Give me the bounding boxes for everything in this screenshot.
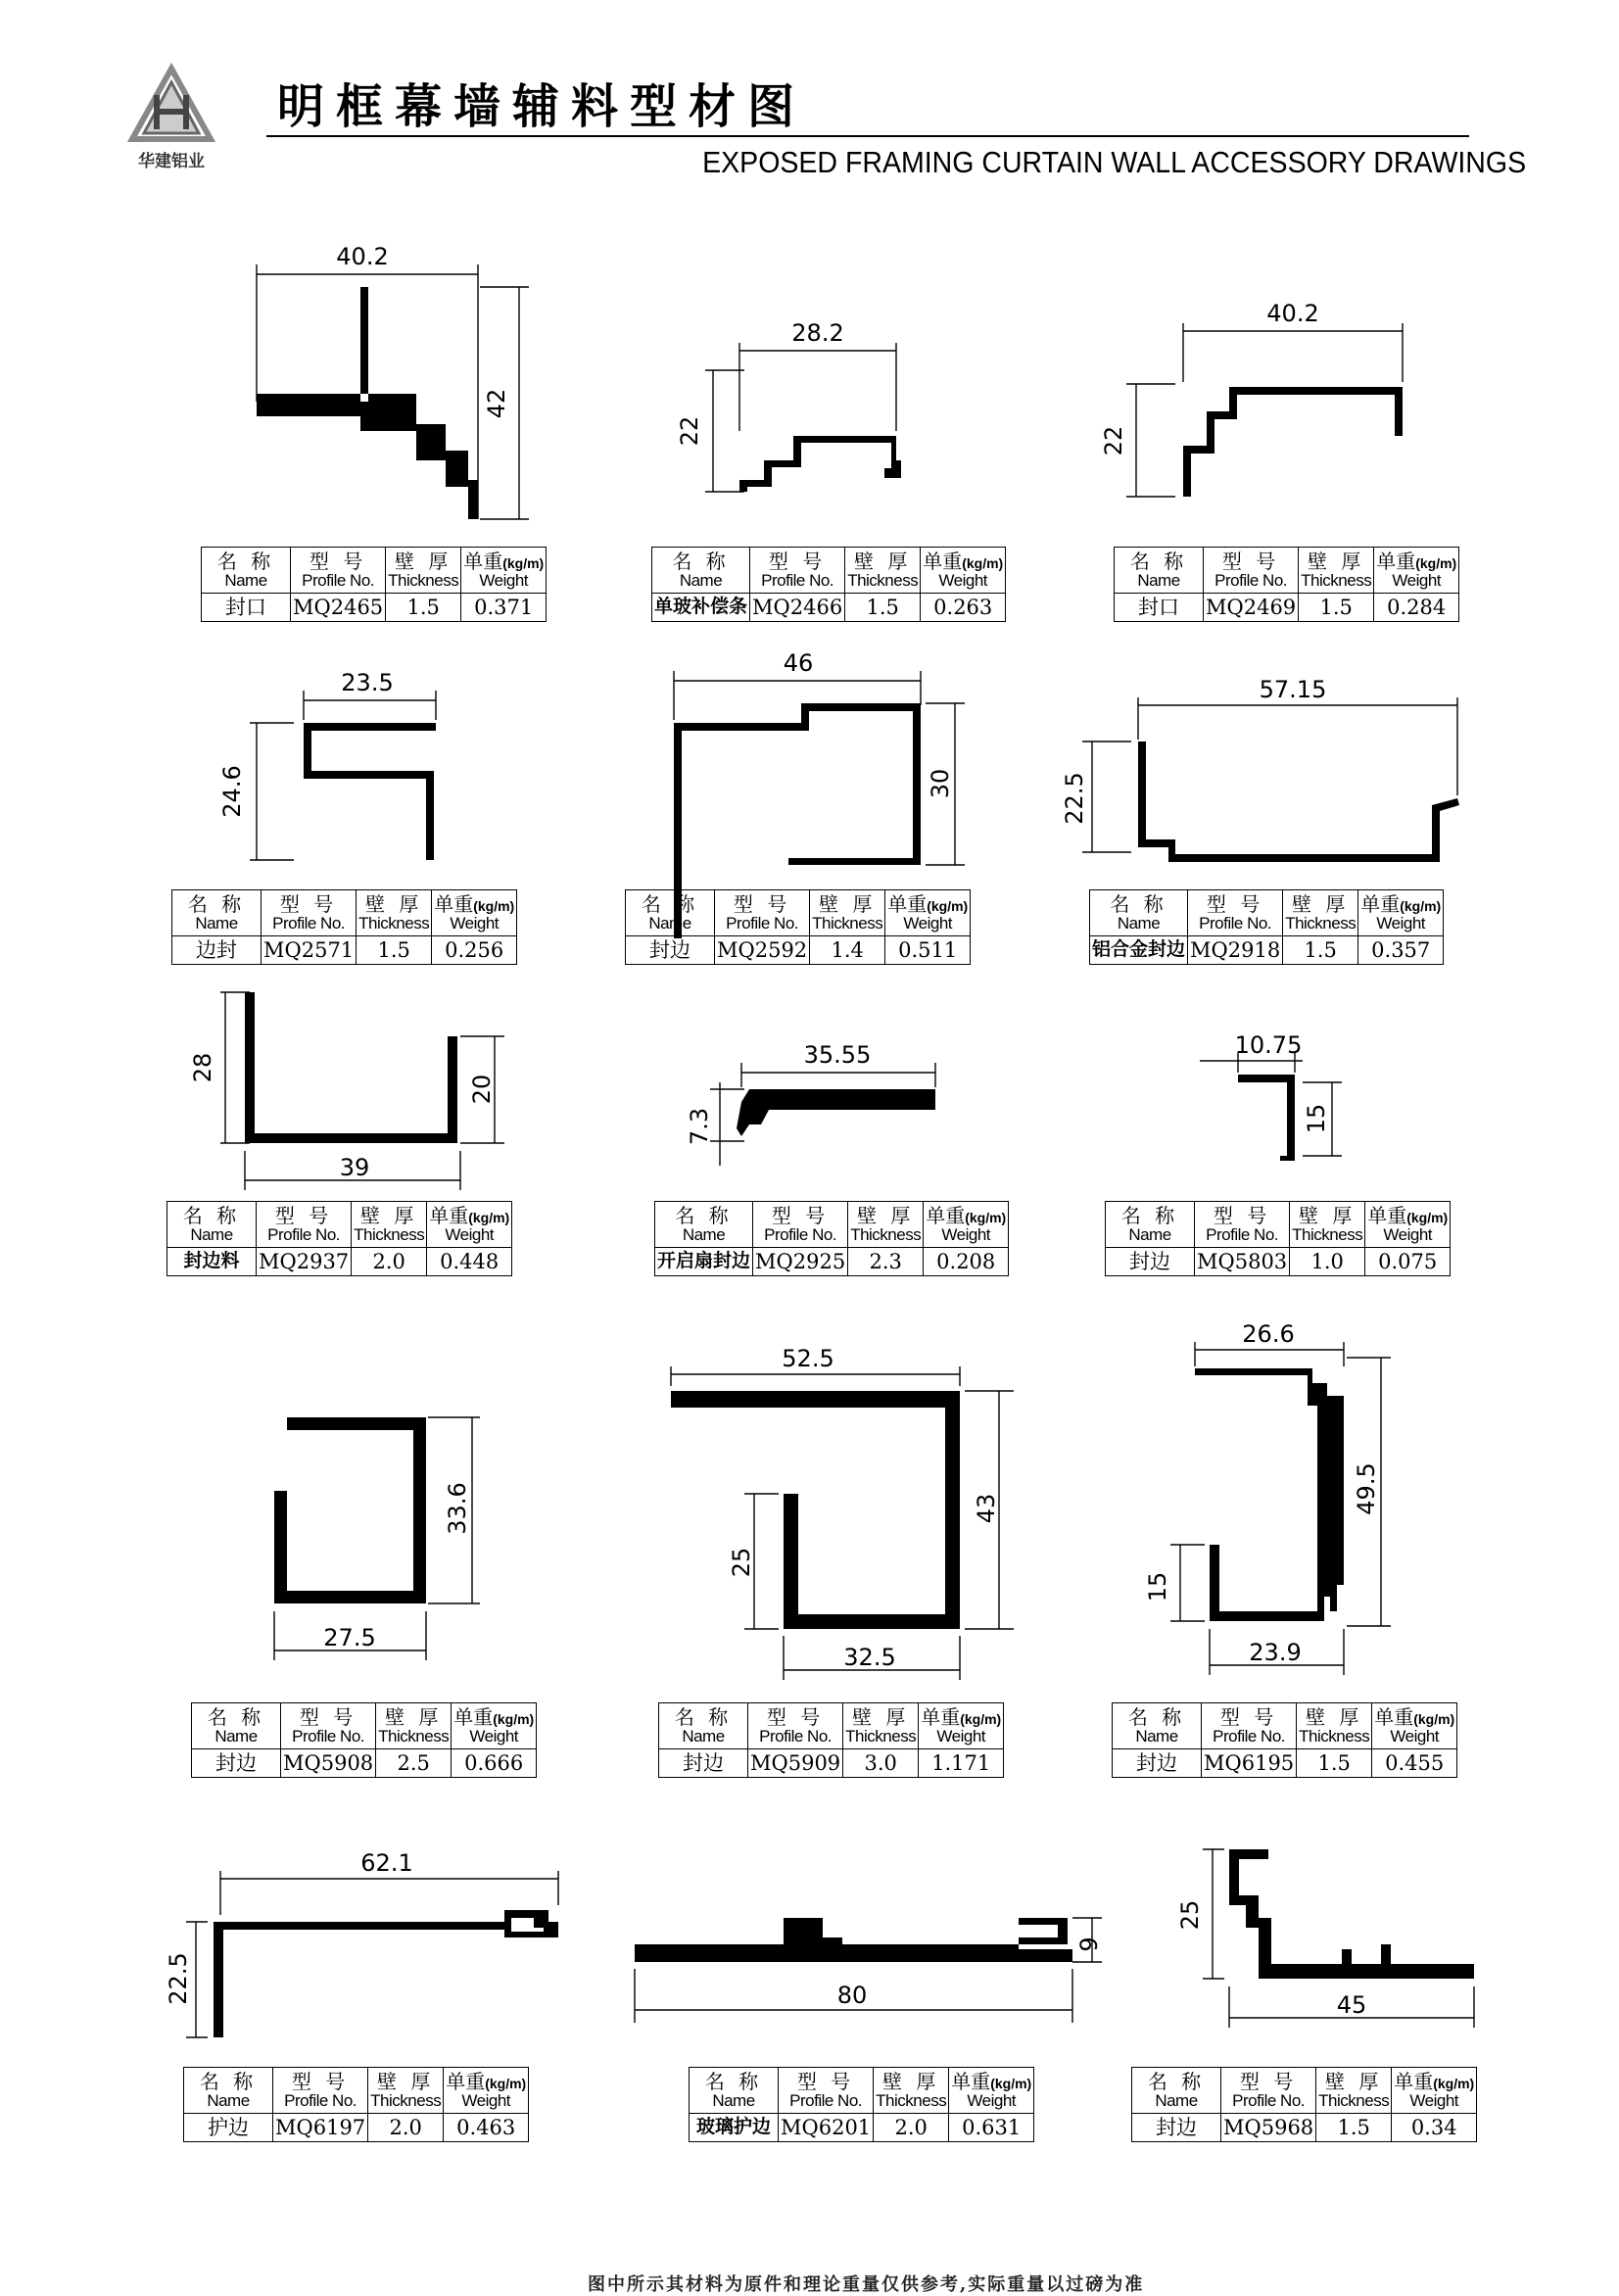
dimension-label: 45	[1336, 1991, 1367, 2019]
profile-shape	[739, 436, 901, 492]
profile-thickness: 1.5	[1316, 2114, 1392, 2142]
profile-shape	[1238, 1075, 1295, 1161]
profile-shape	[304, 723, 436, 860]
profile-thickness: 2.0	[352, 1248, 427, 1276]
dimension-label: 25	[1176, 1899, 1204, 1931]
dimension-label: 46	[783, 649, 814, 677]
profile-shape	[671, 1391, 960, 1629]
profile-thickness: 2.0	[368, 2114, 444, 2142]
profile-header: 型 号 Profile No.	[1202, 1703, 1297, 1749]
profile-weight: 0.511	[885, 936, 971, 965]
profile-drawing-mq2925	[686, 1041, 935, 1166]
profile-thickness: 1.5	[1283, 936, 1358, 965]
dimension-label: 23.9	[1249, 1639, 1302, 1666]
profile-thickness: 1.5	[1299, 594, 1374, 622]
profile-number: MQ2466	[750, 594, 845, 622]
company-name: 华建铝业	[138, 152, 205, 171]
spec-table-mq2466	[651, 547, 1006, 622]
profile-number: MQ6197	[273, 2114, 368, 2142]
thickness-header: 壁 厚 Thickness	[1297, 1703, 1372, 1749]
profile-header: 型 号 Profile No.	[257, 1202, 352, 1248]
profile-shape	[274, 1417, 426, 1603]
profile-thickness: 1.5	[357, 936, 432, 965]
profile-number: MQ2925	[753, 1248, 848, 1276]
profile-drawing-mq2937	[189, 992, 504, 1190]
dimension-label: 80	[836, 1982, 868, 2009]
name-header: 名 称 Name	[655, 1202, 753, 1248]
spec-table-mq5803	[1105, 1201, 1451, 1276]
dimension-label: 15	[1144, 1571, 1171, 1602]
dimension-label: 35.55	[803, 1041, 872, 1069]
profile-shape	[1183, 387, 1403, 497]
profile-header: 型 号 Profile No.	[1204, 548, 1299, 594]
profile-thickness: 2.0	[874, 2114, 949, 2142]
profile-weight: 0.463	[444, 2114, 529, 2142]
spec-table-mq5968	[1131, 2067, 1477, 2142]
profile-header: 型 号 Profile No.	[273, 2068, 368, 2114]
dimension-label: 40.2	[1266, 300, 1319, 327]
profile-drawing-mq5909	[671, 1345, 1014, 1680]
profile-header: 型 号 Profile No.	[750, 548, 845, 594]
name-header: 名 称 Name	[192, 1703, 281, 1749]
dimension-label: 57.15	[1259, 676, 1327, 703]
dimension-label: 52.5	[782, 1345, 834, 1372]
profile-header: 型 号 Profile No.	[262, 890, 357, 936]
profile-shape	[245, 992, 457, 1143]
dimension-label: 20	[468, 1074, 496, 1105]
name-header: 名 称 Name	[167, 1202, 257, 1248]
profile-number: MQ2918	[1188, 936, 1283, 965]
profile-drawing-mq5803	[1200, 1031, 1342, 1161]
profile-weight: 0.357	[1358, 936, 1444, 965]
profile-number: MQ6195	[1202, 1749, 1297, 1778]
weight-header: 单重(kg/m) Weight	[1372, 1703, 1457, 1749]
profile-shape	[214, 1910, 558, 2037]
thickness-header: 壁 厚 Thickness	[1283, 890, 1358, 936]
profile-thickness: 1.4	[810, 936, 885, 965]
profile-weight: 0.371	[461, 594, 547, 622]
spec-table-mq6201	[689, 2067, 1034, 2142]
dimension-label: 10.75	[1234, 1031, 1303, 1059]
weight-header: 单重(kg/m) Weight	[1358, 890, 1444, 936]
profile-shape	[737, 1089, 935, 1136]
dimension-label: 40.2	[336, 243, 389, 270]
name-header: 名 称 Name	[690, 2068, 779, 2114]
profile-drawing-mq2466	[676, 319, 901, 492]
dimension-label: 22	[676, 415, 703, 447]
profile-weight: 0.256	[432, 936, 517, 965]
dimension-label: 9	[1075, 1937, 1103, 1952]
dimension-label: 22.5	[165, 1952, 192, 2005]
weight-header: 单重(kg/m) Weight	[444, 2068, 529, 2114]
profile-name: 封边	[1113, 1749, 1202, 1778]
name-header: 名 称 Name	[184, 2068, 273, 2114]
name-header: 名 称 Name	[1113, 1703, 1202, 1749]
spec-table-mq2925	[654, 1201, 1009, 1276]
dimension-label: 22	[1100, 425, 1127, 456]
thickness-header: 壁 厚 Thickness	[1299, 548, 1374, 594]
thickness-header: 壁 厚 Thickness	[848, 1202, 924, 1248]
profile-thickness: 2.3	[848, 1248, 924, 1276]
name-header: 名 称 Name	[626, 890, 715, 936]
weight-header: 单重(kg/m) Weight	[432, 890, 517, 936]
dimension-label: 30	[927, 768, 954, 799]
profile-header: 型 号 Profile No.	[1195, 1202, 1290, 1248]
profile-drawing-mq5908	[274, 1417, 480, 1660]
spec-table-mq2592	[625, 889, 971, 965]
profile-name: 护边	[184, 2114, 273, 2142]
profile-header: 型 号 Profile No.	[281, 1703, 376, 1749]
dimension-label: 33.6	[444, 1482, 471, 1535]
profile-name: 铝合金封边	[1090, 936, 1188, 965]
spec-table-mq2571	[171, 889, 517, 965]
profile-weight: 0.666	[452, 1749, 537, 1778]
profile-number: MQ2592	[715, 936, 810, 965]
page-title-english: EXPOSED FRAMING CURTAIN WALL ACCESSORY DRAWINGS	[702, 145, 1526, 179]
weight-header: 单重(kg/m) Weight	[461, 548, 547, 594]
profile-shape	[257, 287, 478, 519]
profile-weight: 0.075	[1365, 1248, 1451, 1276]
profile-header: 型 号 Profile No.	[1221, 2068, 1316, 2114]
spec-table-mq6195	[1112, 1702, 1457, 1778]
dimension-label: 22.5	[1061, 772, 1088, 825]
profile-shape	[1229, 1849, 1474, 1979]
spec-table-mq2465	[201, 547, 547, 622]
profile-name: 开启扇封边	[655, 1248, 753, 1276]
profile-thickness: 1.0	[1290, 1248, 1365, 1276]
footer-note: 图中所示其材料为原件和理论重量仅供参考,实际重量以过磅为准	[588, 2274, 1145, 2295]
profile-thickness: 3.0	[843, 1749, 919, 1778]
profile-name: 玻璃护边	[690, 2114, 779, 2142]
dimension-label: 62.1	[360, 1849, 413, 1877]
weight-header: 单重(kg/m) Weight	[1365, 1202, 1451, 1248]
thickness-header: 壁 厚 Thickness	[352, 1202, 427, 1248]
weight-header: 单重(kg/m) Weight	[885, 890, 971, 936]
thickness-header: 壁 厚 Thickness	[368, 2068, 444, 2114]
thickness-header: 壁 厚 Thickness	[376, 1703, 452, 1749]
profile-drawing-mq2571	[218, 669, 436, 860]
thickness-header: 壁 厚 Thickness	[874, 2068, 949, 2114]
name-header: 名 称 Name	[1090, 890, 1188, 936]
name-header: 名 称 Name	[1106, 1202, 1195, 1248]
profile-name: 封边	[1106, 1248, 1195, 1276]
profile-name: 边封	[172, 936, 262, 965]
dimension-label: 23.5	[341, 669, 394, 696]
name-header: 名 称 Name	[652, 548, 750, 594]
thickness-header: 壁 厚 Thickness	[845, 548, 921, 594]
thickness-header: 壁 厚 Thickness	[357, 890, 432, 936]
dimension-label: 32.5	[843, 1644, 896, 1671]
spec-table-mq5908	[191, 1702, 537, 1778]
profile-weight: 0.263	[921, 594, 1006, 622]
profile-drawing-mq5968	[1176, 1849, 1474, 2028]
profile-thickness: 1.5	[1297, 1749, 1372, 1778]
profile-number: MQ6201	[779, 2114, 874, 2142]
dimension-label: 43	[973, 1493, 1000, 1524]
dimension-label: 49.5	[1353, 1462, 1380, 1515]
profile-number: MQ2571	[262, 936, 357, 965]
name-header: 名 称 Name	[659, 1703, 748, 1749]
profile-thickness: 1.5	[845, 594, 921, 622]
profile-name: 封边	[1132, 2114, 1221, 2142]
thickness-header: 壁 厚 Thickness	[1290, 1202, 1365, 1248]
spec-table-mq2937	[167, 1201, 512, 1276]
name-header: 名 称 Name	[202, 548, 291, 594]
thickness-header: 壁 厚 Thickness	[810, 890, 885, 936]
profile-number: MQ5908	[281, 1749, 376, 1778]
name-header: 名 称 Name	[172, 890, 262, 936]
spec-table-mq2918	[1089, 889, 1444, 965]
profile-header: 型 号 Profile No.	[748, 1703, 843, 1749]
profile-header: 型 号 Profile No.	[291, 548, 386, 594]
profile-drawing-mq6201	[635, 1918, 1103, 2023]
profile-number: MQ5909	[748, 1749, 843, 1778]
spec-table-mq2469	[1114, 547, 1459, 622]
profile-weight: 0.34	[1392, 2114, 1477, 2142]
dimension-label: 39	[339, 1154, 370, 1181]
thickness-header: 壁 厚 Thickness	[386, 548, 461, 594]
thickness-header: 壁 厚 Thickness	[843, 1703, 919, 1749]
thickness-header: 壁 厚 Thickness	[1316, 2068, 1392, 2114]
profile-name: 封边料	[167, 1248, 257, 1276]
weight-header: 单重(kg/m) Weight	[427, 1202, 512, 1248]
profile-weight: 1.171	[919, 1749, 1004, 1778]
profile-header: 型 号 Profile No.	[715, 890, 810, 936]
profile-weight: 0.208	[924, 1248, 1009, 1276]
profile-number: MQ2937	[257, 1248, 352, 1276]
profile-drawing-mq6195	[1144, 1320, 1391, 1675]
profile-number: MQ2469	[1204, 594, 1299, 622]
profile-drawing-mq2918	[1061, 676, 1459, 862]
profile-name: 封边	[626, 936, 715, 965]
dimension-label: 25	[728, 1547, 755, 1578]
weight-header: 单重(kg/m) Weight	[919, 1703, 1004, 1749]
profile-name: 封边	[659, 1749, 748, 1778]
profile-weight: 0.448	[427, 1248, 512, 1276]
profile-header: 型 号 Profile No.	[1188, 890, 1283, 936]
profile-weight: 0.631	[949, 2114, 1034, 2142]
page-title-chinese: 明框幕墙辅料型材图	[277, 79, 807, 134]
profile-shape	[1195, 1368, 1344, 1621]
profile-number: MQ5803	[1195, 1248, 1290, 1276]
name-header: 名 称 Name	[1115, 548, 1204, 594]
profile-header: 型 号 Profile No.	[753, 1202, 848, 1248]
weight-header: 单重(kg/m) Weight	[949, 2068, 1034, 2114]
weight-header: 单重(kg/m) Weight	[1374, 548, 1459, 594]
spec-table-mq5909	[658, 1702, 1004, 1778]
profile-drawing-mq2469	[1100, 300, 1403, 497]
profile-header: 型 号 Profile No.	[779, 2068, 874, 2114]
profile-shape	[635, 1918, 1072, 1962]
profile-shape	[1138, 741, 1459, 862]
profile-name: 单玻补偿条	[652, 594, 750, 622]
dimension-label: 15	[1303, 1103, 1330, 1134]
dimension-label: 7.3	[686, 1107, 713, 1146]
dimension-label: 42	[483, 388, 510, 419]
profile-name: 封口	[202, 594, 291, 622]
profile-thickness: 2.5	[376, 1749, 452, 1778]
spec-table-mq6197	[183, 2067, 529, 2142]
profile-name: 封口	[1115, 594, 1204, 622]
name-header: 名 称 Name	[1132, 2068, 1221, 2114]
dimension-label: 28	[189, 1052, 216, 1083]
profile-name: 封边	[192, 1749, 281, 1778]
dimension-label: 27.5	[323, 1624, 376, 1651]
weight-header: 单重(kg/m) Weight	[921, 548, 1006, 594]
weight-header: 单重(kg/m) Weight	[924, 1202, 1009, 1248]
weight-header: 单重(kg/m) Weight	[452, 1703, 537, 1749]
profile-number: MQ5968	[1221, 2114, 1316, 2142]
dimension-label: 24.6	[218, 765, 246, 818]
profile-drawing-mq2465	[257, 243, 529, 519]
profile-drawing-mq6197	[165, 1849, 558, 2037]
profile-thickness: 1.5	[386, 594, 461, 622]
dimension-label: 28.2	[791, 319, 844, 347]
profile-number: MQ2465	[291, 594, 386, 622]
weight-header: 单重(kg/m) Weight	[1392, 2068, 1477, 2114]
dimension-label: 26.6	[1242, 1320, 1295, 1348]
profile-weight: 0.284	[1374, 594, 1459, 622]
profile-weight: 0.455	[1372, 1749, 1457, 1778]
